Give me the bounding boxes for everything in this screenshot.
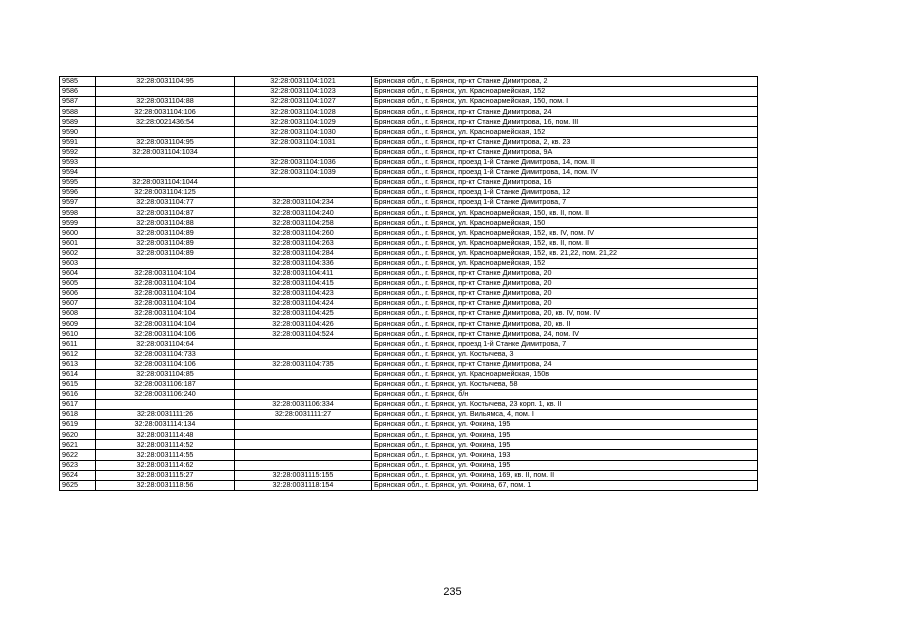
cadastral-number-secondary-cell [235, 188, 372, 198]
address-cell: Брянская обл., г. Брянск, ул. Костычева, 58 [372, 379, 758, 389]
table-row [60, 117, 758, 127]
cadastral-number-secondary-cell: 32:28:0031104:1027 [235, 97, 372, 107]
cadastral-number-secondary-cell: 32:28:0031104:336 [235, 258, 372, 268]
cadastral-number-cell: 32:28:0031104:85 [96, 369, 235, 379]
address-cell: Брянская обл., г. Брянск, проезд 1-й Станке Димитрова, 12 [372, 188, 758, 198]
table-row [60, 299, 758, 309]
cadastral-number-secondary-cell [235, 440, 372, 450]
cadastral-number-cell: 32:28:0031104:106 [96, 329, 235, 339]
cadastral-number-cell: 32:28:0031114:134 [96, 420, 235, 430]
table-row [60, 339, 758, 349]
table-row [60, 288, 758, 298]
cadastral-number-secondary-cell: 32:28:0031104:1021 [235, 77, 372, 87]
table-row [60, 369, 758, 379]
table-row [60, 87, 758, 97]
registry-table-body [60, 77, 758, 491]
cadastral-number-secondary-cell [235, 420, 372, 430]
cadastral-number-cell: 32:28:0031104:125 [96, 188, 235, 198]
cadastral-number-secondary-cell: 32:28:0031104:524 [235, 329, 372, 339]
address-cell: Брянская обл., г. Брянск, ул. Фокина, 195 [372, 440, 758, 450]
cadastral-number-cell: 32:28:0031104:104 [96, 278, 235, 288]
address-cell: Брянская обл., г. Брянск, ул. Костычева, 3 [372, 349, 758, 359]
cadastral-number-cell: 32:28:0031104:77 [96, 198, 235, 208]
cadastral-number-secondary-cell: 32:28:0031104:1029 [235, 117, 372, 127]
address-cell: Брянская обл., г. Брянск, ул. Красноармейская, 152 [372, 127, 758, 137]
address-cell: Брянская обл., г. Брянск, ул. Фокина, 195 [372, 460, 758, 470]
address-cell: Брянская обл., г. Брянск, пр-кт Станке Димитрова, 24 [372, 107, 758, 117]
address-cell: Брянская обл., г. Брянск, пр-кт Станке Димитрова, 20 [372, 299, 758, 309]
cadastral-number-secondary-cell [235, 460, 372, 470]
row-number-cell: 9587 [60, 97, 96, 107]
address-cell: Брянская обл., г. Брянск, пр-кт Станке Димитрова, 20 [372, 278, 758, 288]
row-number-cell: 9588 [60, 107, 96, 117]
cadastral-number-cell: 32:28:0031104:733 [96, 349, 235, 359]
cadastral-number-secondary-cell: 32:28:0031106:334 [235, 400, 372, 410]
cadastral-number-secondary-cell: 32:28:0031104:260 [235, 228, 372, 238]
cadastral-number-cell [96, 157, 235, 167]
cadastral-number-cell: 32:28:0031104:106 [96, 359, 235, 369]
address-cell: Брянская обл., г. Брянск, ул. Красноармейская, 152, кв. II, пом. II [372, 238, 758, 248]
address-cell: Брянская обл., г. Брянск, ул. Фокина, 195 [372, 420, 758, 430]
cadastral-number-cell: 32:28:0031111:26 [96, 410, 235, 420]
address-cell: Брянская обл., г. Брянск, ул. Красноармейская, 150в [372, 369, 758, 379]
cadastral-number-secondary-cell: 32:28:0031104:258 [235, 218, 372, 228]
table-row [60, 218, 758, 228]
cadastral-number-secondary-cell: 32:28:0031104:424 [235, 299, 372, 309]
table-row [60, 410, 758, 420]
row-number-cell: 9596 [60, 188, 96, 198]
address-cell: Брянская обл., г. Брянск, ул. Вильямса, 4, пом. I [372, 410, 758, 420]
table-row [60, 278, 758, 288]
row-number-cell: 9586 [60, 87, 96, 97]
table-row [60, 238, 758, 248]
address-cell: Брянская обл., г. Брянск, ул. Красноармейская, 152 [372, 87, 758, 97]
row-number-cell: 9595 [60, 177, 96, 187]
row-number-cell: 9599 [60, 218, 96, 228]
cadastral-number-secondary-cell [235, 389, 372, 399]
cadastral-number-secondary-cell: 32:28:0031104:1030 [235, 127, 372, 137]
cadastral-number-secondary-cell [235, 349, 372, 359]
cadastral-number-secondary-cell [235, 339, 372, 349]
address-cell: Брянская обл., г. Брянск, ул. Красноармейская, 150, пом. I [372, 97, 758, 107]
cadastral-number-secondary-cell: 32:28:0031115:155 [235, 470, 372, 480]
row-number-cell: 9602 [60, 248, 96, 258]
cadastral-number-cell: 32:28:0031104:104 [96, 319, 235, 329]
row-number-cell: 9619 [60, 420, 96, 430]
cadastral-number-secondary-cell: 32:28:0031104:1028 [235, 107, 372, 117]
cadastral-number-secondary-cell: 32:28:0031104:426 [235, 319, 372, 329]
table-row [60, 319, 758, 329]
table-row [60, 440, 758, 450]
row-number-cell: 9618 [60, 410, 96, 420]
table-row [60, 228, 758, 238]
cadastral-number-cell [96, 258, 235, 268]
address-cell: Брянская обл., г. Брянск, ул. Фокина, 193 [372, 450, 758, 460]
address-cell: Брянская обл., г. Брянск, ул. Красноармейская, 150, кв. II, пом. II [372, 208, 758, 218]
cadastral-number-secondary-cell: 32:28:0031104:240 [235, 208, 372, 218]
table-row [60, 188, 758, 198]
table-row [60, 208, 758, 218]
cadastral-number-cell [96, 87, 235, 97]
table-row [60, 430, 758, 440]
cadastral-number-secondary-cell: 32:28:0031104:415 [235, 278, 372, 288]
cadastral-number-cell: 32:28:0031104:89 [96, 228, 235, 238]
cadastral-number-secondary-cell: 32:28:0031104:735 [235, 359, 372, 369]
table-row [60, 258, 758, 268]
table-row [60, 137, 758, 147]
row-number-cell: 9620 [60, 430, 96, 440]
table-row [60, 127, 758, 137]
address-cell: Брянская обл., г. Брянск, ул. Красноармейская, 152, кв. IV, пом. IV [372, 228, 758, 238]
address-cell: Брянская обл., г. Брянск, ул. Фокина, 67, пом. 1 [372, 480, 758, 490]
cadastral-number-cell: 32:28:0031104:89 [96, 238, 235, 248]
row-number-cell: 9606 [60, 288, 96, 298]
row-number-cell: 9616 [60, 389, 96, 399]
row-number-cell: 9604 [60, 268, 96, 278]
cadastral-number-cell: 32:28:0031104:104 [96, 299, 235, 309]
cadastral-number-cell: 32:28:0031104:88 [96, 218, 235, 228]
address-cell: Брянская обл., г. Брянск, ул. Красноармейская, 150 [372, 218, 758, 228]
cadastral-number-cell: 32:28:0031114:62 [96, 460, 235, 470]
row-number-cell: 9600 [60, 228, 96, 238]
cadastral-number-secondary-cell [235, 379, 372, 389]
cadastral-number-cell: 32:28:0031104:104 [96, 268, 235, 278]
row-number-cell: 9591 [60, 137, 96, 147]
address-cell: Брянская обл., г. Брянск, пр-кт Станке Димитрова, 24, пом. IV [372, 329, 758, 339]
row-number-cell: 9609 [60, 319, 96, 329]
table-row [60, 157, 758, 167]
cadastral-number-secondary-cell: 32:28:0031104:263 [235, 238, 372, 248]
table-row [60, 329, 758, 339]
table-row [60, 470, 758, 480]
table-row [60, 460, 758, 470]
table-row [60, 309, 758, 319]
row-number-cell: 9589 [60, 117, 96, 127]
table-row [60, 379, 758, 389]
row-number-cell: 9612 [60, 349, 96, 359]
address-cell: Брянская обл., г. Брянск, проезд 1-й Станке Димитрова, 14, пом. II [372, 157, 758, 167]
cadastral-number-cell: 32:28:0031114:48 [96, 430, 235, 440]
cadastral-number-secondary-cell [235, 450, 372, 460]
cadastral-number-cell: 32:28:0031104:88 [96, 97, 235, 107]
address-cell: Брянская обл., г. Брянск, ул. Фокина, 169, кв. II, пом. II [372, 470, 758, 480]
row-number-cell: 9624 [60, 470, 96, 480]
table-row [60, 97, 758, 107]
row-number-cell: 9594 [60, 167, 96, 177]
table-row [60, 400, 758, 410]
cadastral-number-cell [96, 127, 235, 137]
address-cell: Брянская обл., г. Брянск, пр-кт Станке Димитрова, 20 [372, 288, 758, 298]
address-cell: Брянская обл., г. Брянск, ул. Красноармейская, 152, кв. 21,22, пом. 21,22 [372, 248, 758, 258]
row-number-cell: 9613 [60, 359, 96, 369]
cadastral-number-cell: 32:28:0031106:240 [96, 389, 235, 399]
cadastral-number-cell: 32:28:0021436:54 [96, 117, 235, 127]
registry-table [59, 76, 758, 491]
cadastral-number-secondary-cell: 32:28:0031111:27 [235, 410, 372, 420]
cadastral-number-secondary-cell: 32:28:0031118:154 [235, 480, 372, 490]
row-number-cell: 9622 [60, 450, 96, 460]
cadastral-number-secondary-cell: 32:28:0031104:234 [235, 198, 372, 208]
cadastral-number-cell: 32:28:0031104:1034 [96, 147, 235, 157]
cadastral-number-secondary-cell: 32:28:0031104:284 [235, 248, 372, 258]
row-number-cell: 9601 [60, 238, 96, 248]
row-number-cell: 9621 [60, 440, 96, 450]
address-cell: Брянская обл., г. Брянск, пр-кт Станке Димитрова, 20, кв. IV, пом. IV [372, 309, 758, 319]
row-number-cell: 9610 [60, 329, 96, 339]
cadastral-number-secondary-cell: 32:28:0031104:423 [235, 288, 372, 298]
table-row [60, 177, 758, 187]
table-row [60, 420, 758, 430]
cadastral-number-secondary-cell: 32:28:0031104:425 [235, 309, 372, 319]
row-number-cell: 9617 [60, 400, 96, 410]
cadastral-number-cell: 32:28:0031104:106 [96, 107, 235, 117]
table-row [60, 167, 758, 177]
address-cell: Брянская обл., г. Брянск, проезд 1-й Станке Димитрова, 7 [372, 198, 758, 208]
row-number-cell: 9623 [60, 460, 96, 470]
table-row [60, 450, 758, 460]
table-row [60, 480, 758, 490]
cadastral-number-cell: 32:28:0031104:64 [96, 339, 235, 349]
address-cell: Брянская обл., г. Брянск, пр-кт Станке Димитрова, 16, пом. III [372, 117, 758, 127]
row-number-cell: 9605 [60, 278, 96, 288]
table-row [60, 107, 758, 117]
cadastral-number-cell: 32:28:0031114:55 [96, 450, 235, 460]
address-cell: Брянская обл., г. Брянск, пр-кт Станке Димитрова, 20, кв. II [372, 319, 758, 329]
row-number-cell: 9593 [60, 157, 96, 167]
row-number-cell: 9585 [60, 77, 96, 87]
address-cell: Брянская обл., г. Брянск, ул. Фокина, 195 [372, 430, 758, 440]
cadastral-number-cell: 32:28:0031114:52 [96, 440, 235, 450]
address-cell: Брянская обл., г. Брянск, ул. Костычева, 23 корп. 1, кв. II [372, 400, 758, 410]
address-cell: Брянская обл., г. Брянск, пр-кт Станке Димитрова, 2, кв. 23 [372, 137, 758, 147]
row-number-cell: 9611 [60, 339, 96, 349]
row-number-cell: 9598 [60, 208, 96, 218]
table-row [60, 389, 758, 399]
cadastral-number-cell: 32:28:0031104:95 [96, 137, 235, 147]
cadastral-number-cell: 32:28:0031106:187 [96, 379, 235, 389]
table-row [60, 359, 758, 369]
row-number-cell: 9597 [60, 198, 96, 208]
row-number-cell: 9607 [60, 299, 96, 309]
cadastral-number-secondary-cell: 32:28:0031104:411 [235, 268, 372, 278]
cadastral-number-secondary-cell: 32:28:0031104:1039 [235, 167, 372, 177]
row-number-cell: 9615 [60, 379, 96, 389]
address-cell: Брянская обл., г. Брянск, проезд 1-й Станке Димитрова, 7 [372, 339, 758, 349]
cadastral-number-secondary-cell [235, 369, 372, 379]
cadastral-number-cell: 32:28:0031104:104 [96, 288, 235, 298]
row-number-cell: 9625 [60, 480, 96, 490]
address-cell: Брянская обл., г. Брянск, б/н [372, 389, 758, 399]
table-row [60, 268, 758, 278]
row-number-cell: 9592 [60, 147, 96, 157]
cadastral-number-cell: 32:28:0031104:89 [96, 248, 235, 258]
address-cell: Брянская обл., г. Брянск, пр-кт Станке Димитрова, 2 [372, 77, 758, 87]
cadastral-number-cell: 32:28:0031104:1044 [96, 177, 235, 187]
cadastral-number-secondary-cell: 32:28:0031104:1036 [235, 157, 372, 167]
address-cell: Брянская обл., г. Брянск, пр-кт Станке Димитрова, 16 [372, 177, 758, 187]
address-cell: Брянская обл., г. Брянск, ул. Красноармейская, 152 [372, 258, 758, 268]
row-number-cell: 9608 [60, 309, 96, 319]
table-row [60, 349, 758, 359]
cadastral-number-cell: 32:28:0031104:104 [96, 309, 235, 319]
row-number-cell: 9590 [60, 127, 96, 137]
cadastral-number-secondary-cell [235, 177, 372, 187]
cadastral-number-cell: 32:28:0031118:56 [96, 480, 235, 490]
row-number-cell: 9603 [60, 258, 96, 268]
cadastral-number-cell [96, 167, 235, 177]
address-cell: Брянская обл., г. Брянск, пр-кт Станке Димитрова, 9А [372, 147, 758, 157]
cadastral-number-cell: 32:28:0031104:95 [96, 77, 235, 87]
cadastral-number-cell [96, 400, 235, 410]
row-number-cell: 9614 [60, 369, 96, 379]
address-cell: Брянская обл., г. Брянск, проезд 1-й Станке Димитрова, 14, пом. IV [372, 167, 758, 177]
table-row [60, 248, 758, 258]
address-cell: Брянская обл., г. Брянск, пр-кт Станке Димитрова, 20 [372, 268, 758, 278]
table-row [60, 147, 758, 157]
cadastral-number-cell: 32:28:0031115:27 [96, 470, 235, 480]
cadastral-number-secondary-cell [235, 147, 372, 157]
page-number: 235 [443, 586, 462, 598]
table-row [60, 77, 758, 87]
cadastral-number-secondary-cell: 32:28:0031104:1023 [235, 87, 372, 97]
cadastral-number-secondary-cell [235, 430, 372, 440]
cadastral-number-cell: 32:28:0031104:87 [96, 208, 235, 218]
table-row [60, 198, 758, 208]
cadastral-number-secondary-cell: 32:28:0031104:1031 [235, 137, 372, 147]
address-cell: Брянская обл., г. Брянск, пр-кт Станке Димитрова, 24 [372, 359, 758, 369]
